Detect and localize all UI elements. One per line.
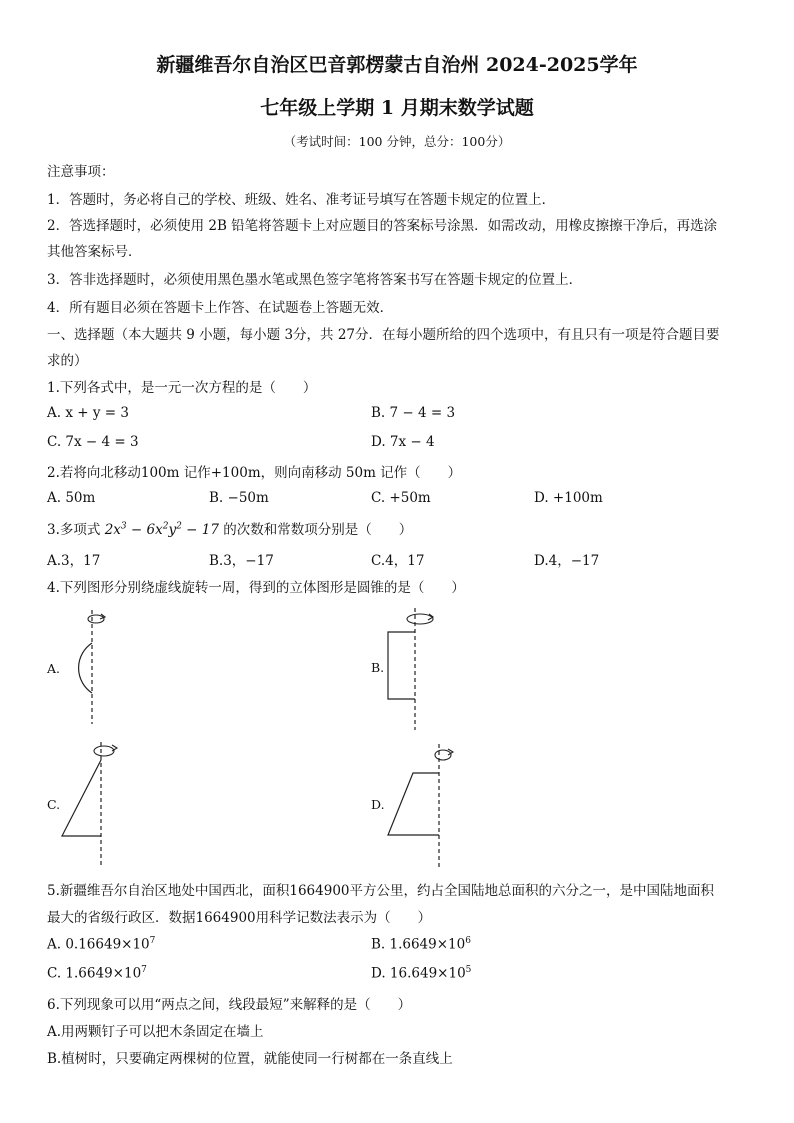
question-5-stem-cont: 最大的省级行政区．数据1664900用科学记数法表示为（ ） [47,910,432,926]
question-2-option-c: C. +50m [371,490,431,506]
notice-item-1: 1．答题时，务必将自己的学校、班级、姓名、准考证号填写在答题卡规定的位置上． [47,192,556,208]
question-2-option-a: A. 50m [47,490,96,506]
notice-heading: 注意事项： [47,164,115,180]
semicircle-shape [79,643,92,693]
section-1-heading-cont: 求的） [47,353,88,369]
figure-semicircle-axis [55,606,115,726]
trapezoid-shape [388,773,439,835]
question-3-stem [47,518,412,538]
question-4-option-a-label: A. [47,661,61,676]
question-1-option-b: B. 7 − 4 = 3 [371,405,456,421]
figure-triangle-axis [58,738,128,870]
notice-item-3: 3．答非选择题时，必须使用黑色墨水笔或黑色签字笔将答案书写在答题卡规定的位置上． [47,272,583,288]
question-1-option-d: D. 7x − 4 [371,434,435,450]
question-5-option-d: D. $16.649\times 10^5$ [371,965,472,982]
rectangle-shape [388,632,415,699]
question-5-option-b: B. $1.6649\times 10^6$ [371,936,471,953]
question-2-stem: 2.若将向北移动100m 记作+100m，则向南移动 50m 记作（ ） [47,465,462,481]
question-1-option-c: C. 7x − 4 = 3 [47,434,139,450]
polynomial-expression: $2x^3 - 6x^2y^2 - 17$ [104,521,219,538]
question-5-option-a: A. $0.16649\times 10^7$ [47,936,156,953]
section-1-heading: 一、选择题（本大题共 9 小题，每小题 3分，共 27分．在每小题所给的四个选项中，有且只有一项是符合题目要 [47,327,720,343]
notice-item-4: 4．所有题目必须在答题卡上作答、在试题卷上答题无效． [47,300,394,316]
rotation-arrow-icon [94,746,114,756]
question-4-option-b-label: B. [371,660,385,675]
question-6-option-b: B.植树时，只要确定两棵树的位置，就能使同一行树都在一条直线上 [47,1051,453,1067]
question-3-option-b: B.3，−17 [209,553,274,569]
exam-subtitle: （考试时间：100 分钟，总分：100分） [283,134,511,149]
question-6-option-a: A.用两颗钉子可以把木条固定在墙上 [47,1024,264,1040]
figure-rectangle-axis [380,604,440,734]
question-5-option-c: C. $1.6649\times 10^7$ [47,965,147,982]
question-4-stem: 4.下列图形分别绕虚线旋转一周，得到的立体图形是圆锥的是（ ） [47,580,465,596]
exam-title-line2: 七年级上学期 1 月期末数学试题 [260,97,534,119]
question-3-option-a: A.3，17 [47,553,101,569]
question-3-stem-suffix: 的次数和常数项分别是（ ） [223,522,413,538]
notice-item-2-cont: 其他答案标号． [47,244,142,260]
rotation-arrow-icon [88,615,104,623]
notice-item-2: 2．答选择题时，必须使用 2B 铅笔将答题卡上对应题目的答案标号涂黑．如需改动，用橡皮擦擦干净后，再选涂 [47,218,718,234]
question-1-stem: 1.下列各式中，是一元一次方程的是（ ） [47,380,317,396]
exam-title-line1: 新疆维吾尔自治区巴音郭楞蒙古自治州 2024-2025学年 [156,54,638,76]
triangle-shape [62,760,101,836]
question-1-option-a: A. x + y = 3 [47,405,129,421]
question-3-option-d: D.4，−17 [534,553,600,569]
question-6-stem: 6.下列现象可以用“两点之间，线段最短”来解释的是（ ） [47,997,412,1013]
question-3-stem-prefix: 3.多项式 [47,522,101,538]
question-2-option-d: D. +100m [534,490,603,506]
figure-trapezoid-axis [384,740,464,870]
question-2-option-b: B. −50m [209,490,269,506]
question-3-option-c: C.4，17 [371,553,425,569]
question-5-stem: 5.新疆维吾尔自治区地处中国西北，面积1664900平方公里，约占全国陆地总面积的六分之一，是中国陆地面积 [47,883,715,899]
question-4-option-d-label: D. [371,797,385,812]
question-4-option-c-label: C. [47,797,61,812]
